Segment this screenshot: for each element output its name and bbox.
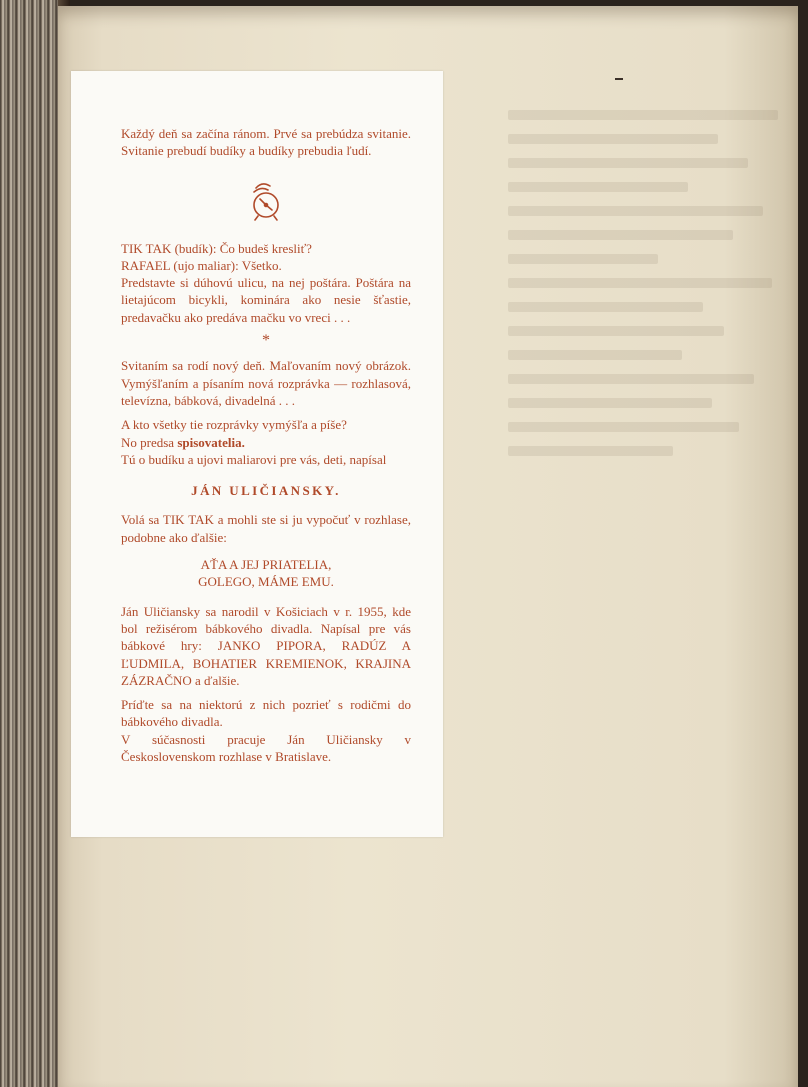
current-paragraph: V súčasnosti pracuje Ján Uličiansky v Československom rozhlase v Bratislave. — [121, 731, 411, 765]
bio-paragraph: Ján Uličiansky sa narodil v Košiciach v r. 1955, kde bol režisérom bábkového divadla. Napísal pre vás bábkové hry: JANKO PIPORA, RADÚZ A ĽUDMILA, BOHATIER KREMIENOK, KRAJINA ZÁZRAČNO a ďalšie. — [121, 603, 411, 688]
paragraph-kto: A kto všetky tie rozprávky vymýšľa a píše? — [121, 417, 347, 433]
bleed-through-text — [508, 96, 808, 796]
titles-list: AŤA A JEJ PRIATELIA, GOLEGO, MÁME EMU. — [198, 557, 334, 590]
spisovatelia-bold: spisovatelia. — [177, 434, 245, 450]
insert-card — [71, 71, 443, 837]
invite-paragraph: Príďte sa na niektorú z nich pozrieť s rodičmi do bábkového divadla. — [121, 697, 411, 730]
paragraph-tu: Tú o budíku a ujovi maliarovi pre vás, deti, napísal — [121, 451, 387, 467]
no-predsa-prefix: No predsa — [121, 434, 175, 450]
intro-paragraph: Každý deň sa začína ránom. Prvé sa prebúdza svitanie. Svitanie prebudí budíky a budíky prebudia ľudí. — [121, 126, 411, 159]
paragraph-svitanim: Svitaním sa rodí nový deň. Maľovaním nový obrázok. Vymýšľaním a písaním nová rozprávka — rozhlasová, televízna, bábková, divadelná . . . — [121, 358, 411, 408]
paragraph-vola: Volá sa TIK TAK a mohli ste si ju vypočuť v rozhlase, podobne ako ďalšie: — [121, 512, 411, 545]
alarm-clock-icon — [246, 180, 286, 222]
insert-text — [121, 125, 411, 765]
author-name: JÁN ULIČIANSKY. — [191, 483, 341, 499]
dialog-line-3: Predstavte si dúhovú ulicu, na nej poštára. Poštára na lietajúcom bicykli, kominára ako nesie šťastie, predavačku ako predáva mačku vo vreci . . . — [121, 275, 411, 325]
dialog-line-2: RAFAEL (ujo maliar): Všetko. — [121, 257, 282, 273]
page-mark — [615, 78, 623, 80]
asterisk-separator: * — [262, 332, 270, 350]
dialog-line-1: TIK TAK (budík): Čo budeš kresliť? — [121, 240, 312, 256]
paragraph-no-predsa — [121, 434, 411, 451]
